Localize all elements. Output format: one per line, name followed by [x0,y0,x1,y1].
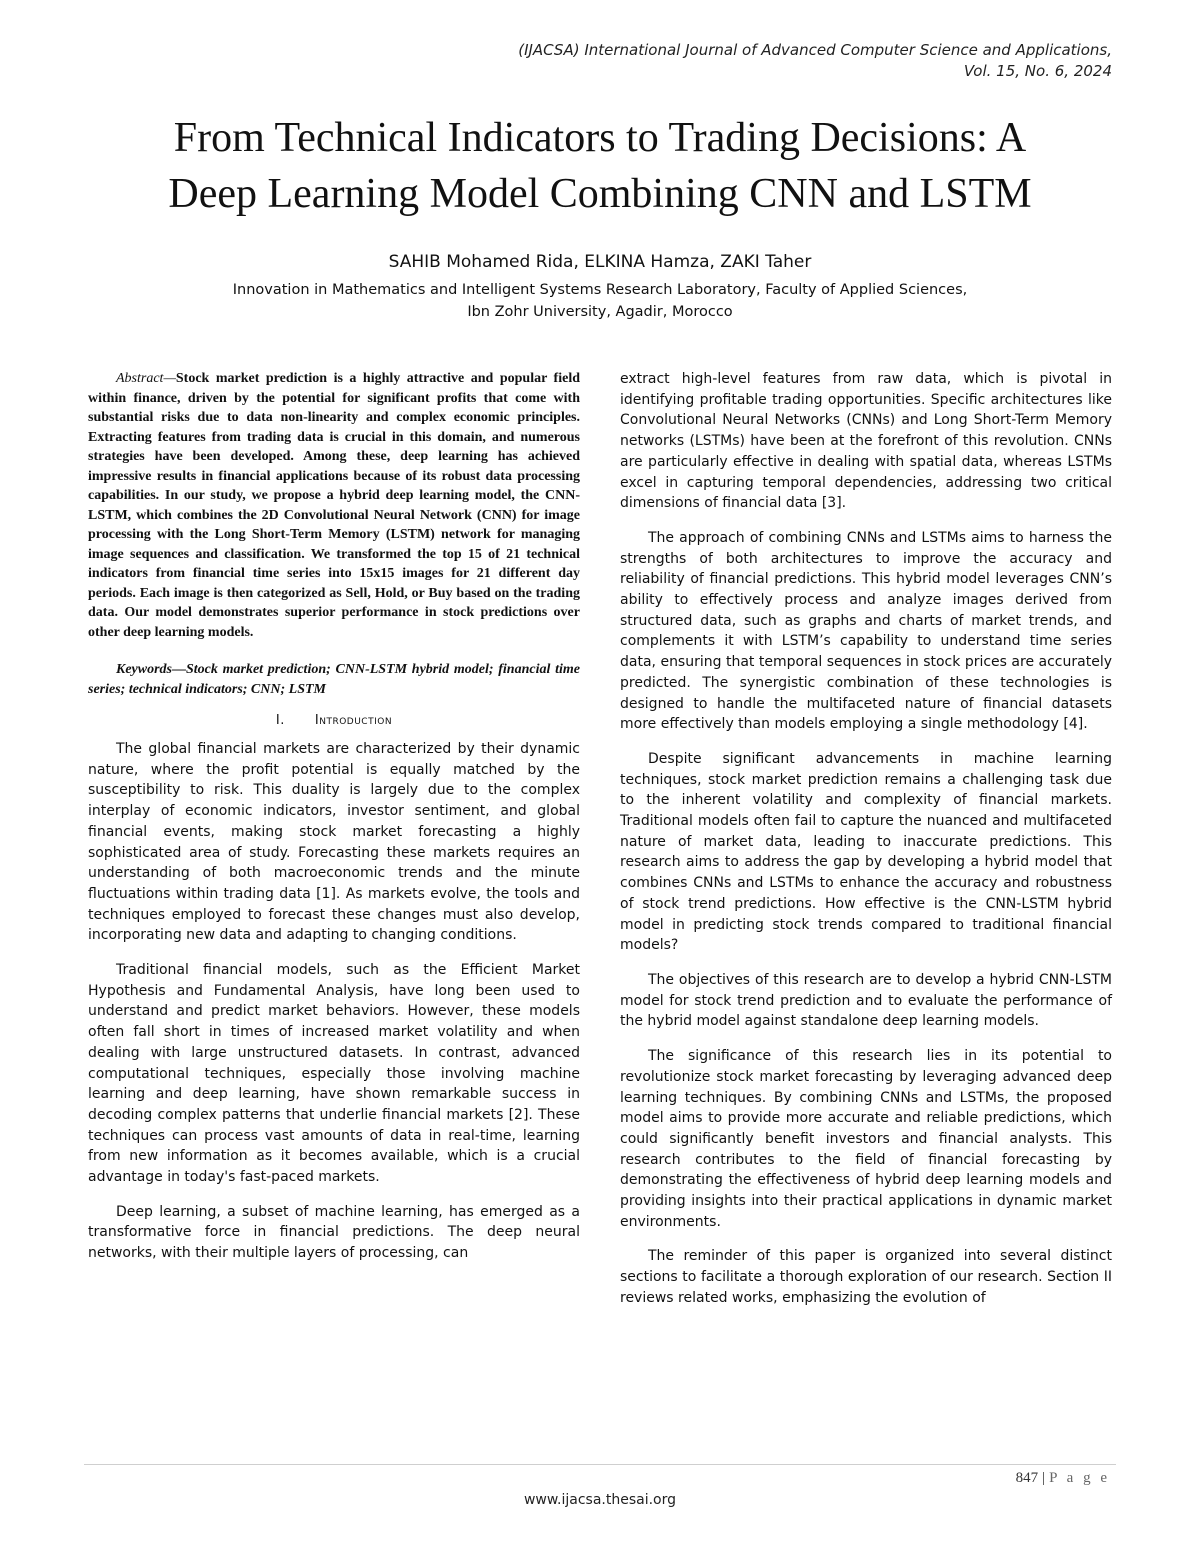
page-separator: | [1042,1470,1046,1486]
journal-name: (IJACSA) International Journal of Advanced Computer Science and Applications, [518,41,1112,59]
paragraph: The approach of combining CNNs and LSTMs aims to harness the strengths of both architectures to improve the accuracy and reliability of financial predictions. This hybrid model leverages CNN’s ability to effectively process and analyze images derived from structured data, such as graphs and charts of market trends, and complements it with LSTM’s capability to understand time series data, ensuring that temporal sequences in stock prices are accurately predicted. The synergistic combination of these technologies is designed to handle the multifaceted nature of financial datasets more effectively than models employing a single methodology [4]. [620,529,1112,733]
affiliation-line-2: Ibn Zohr University, Agadir, Morocco [467,304,733,320]
page-number [1016,1470,1110,1487]
title-line-1: From Technical Indicators to Trading Decisions: A [173,115,1027,161]
paragraph: Deep learning, a subset of machine learning, has emerged as a transformative force in financial predictions. The deep neural networks, with their multiple layers of processing, can [88,1203,580,1262]
paper-title [60,110,1140,222]
abstract [88,369,580,642]
footer-divider [84,1464,1116,1465]
authors: SAHIB Mohamed Rida, ELKINA Hamza, ZAKI Taher [388,252,812,272]
paragraph: The significance of this research lies in its potential to revolutionize stock market forecasting by leveraging advanced deep learning techniques. By combining CNNs and LSTMs, the proposed model aims to provide more accurate and reliable predictions, which could significantly benefit investors and financial analysts. This research contributes to the field of financial forecasting by demonstrating the effectiveness of hybrid deep learning models and providing insights into their practical applications in dynamic market environments. [620,1048,1112,1230]
section-number: I. [275,713,285,728]
abstract-text: Stock market prediction is a highly attractive and popular field within finance, driven by the potential for significant profits that come with substantial risks due to data non-linearity and complex economic principles. Extracting features from trading data is crucial in this domain, and numerous strategies have been developed. Among these, deep learning has achieved impressive results in financial applications because of its robust data processing capabilities. In our study, we propose a hybrid deep learning model, the CNN-LSTM, which combines the 2D Convolutional Neural Network (CNN) for image processing with the Long Short-Term Memory (LSTM) network for managing image sequences and classification. We transformed the top 15 of 21 technical indicators from financial time series into 15x15 images for 21 different day periods. Each image is then categorized as Sell, Hold, or Buy based on the trading data. Our model demonstrates superior performance in stock predictions over other deep learning models. [88,371,580,640]
journal-website[interactable]: www.ijacsa.thesai.org [523,1492,677,1508]
section-title: Introduction [314,713,393,728]
section-heading-introduction [88,711,580,731]
abstract-label: Abstract— [116,371,176,386]
paragraph: Traditional financial models, such as the Efficient Market Hypothesis and Fundamental Analysis, have long been used to understand and predict market behaviors. However, these models often fall short in times of increased market volatility and when dealing with large unstructured datasets. In contrast, advanced computational techniques, especially those involving machine learning and deep learning, have shown remarkable success in decoding complex patterns that underlie financial markets [2]. These techniques can process vast amounts of data in real-time, learning from new information as it becomes available, which is a crucial advantage in today's fast-paced markets. [88,962,580,1186]
page-number-value: 847 [1015,1470,1039,1486]
keywords: Keywords—Stock market prediction; CNN-LSTM hybrid model; financial time series; technical indicators; CNN; LSTM [88,662,580,697]
journal-header [518,40,1112,82]
journal-volume: Vol. 15, No. 6, 2024 [963,62,1112,80]
left-column [88,369,580,1278]
paragraph: Despite significant advancements in machine learning techniques, stock market prediction remains a challenging task due to the inherent volatility and complexity of financial markets. Traditional models often fail to capture the nuanced and multifaceted nature of market data, leading to inaccurate predictions. This research aims to address the gap by developing a hybrid model that combines CNNs and LSTMs to enhance the accuracy and robustness of stock trend predictions. How effective is the CNN-LSTM hybrid model in predicting stock trends compared to traditional financial models? [620,750,1112,954]
paragraph: The reminder of this paper is organized into several distinct sections to facilitate a thorough exploration of our research. Section II reviews related works, emphasizing the evolution of [620,1248,1112,1306]
affiliation-line-1: Innovation in Mathematics and Intelligent Systems Research Laboratory, Faculty of Applied Sciences, [232,282,968,298]
paragraph: extract high-level features from raw data, which is pivotal in identifying profitable trading opportunities. Specific architectures like Convolutional Neural Networks (CNNs) and Long Short-Term Memory networks (LSTMs) have been at the forefront of this revolution. CNNs are particularly effective in dealing with spatial data, whereas LSTMs excel in capturing temporal dependencies, addressing two critical dimensions of financial data [3]. [620,371,1112,512]
right-column [620,369,1112,1323]
page-label: P a g e [1049,1470,1110,1486]
affiliation [0,279,1200,323]
title-line-2: Deep Learning Model Combining CNN and LSTM [168,171,1032,217]
paragraph: The objectives of this research are to develop a hybrid CNN-LSTM model for stock trend prediction and to evaluate the performance of the hybrid model against standalone deep learning models. [620,971,1112,1030]
paragraph: The global financial markets are characterized by their dynamic nature, where the profit potential is equally matched by the susceptibility to risk. This duality is largely due to the complex interplay of economic indicators, investor sentiment, and global financial events, making stock market forecasting a highly sophisticated area of study. Forecasting these markets requires an understanding of both macroeconomic trends and the minute fluctuations within trading data [1]. As markets evolve, the tools and techniques employed to forecast these changes must also develop, incorporating new data and adapting to changing conditions. [88,741,580,944]
